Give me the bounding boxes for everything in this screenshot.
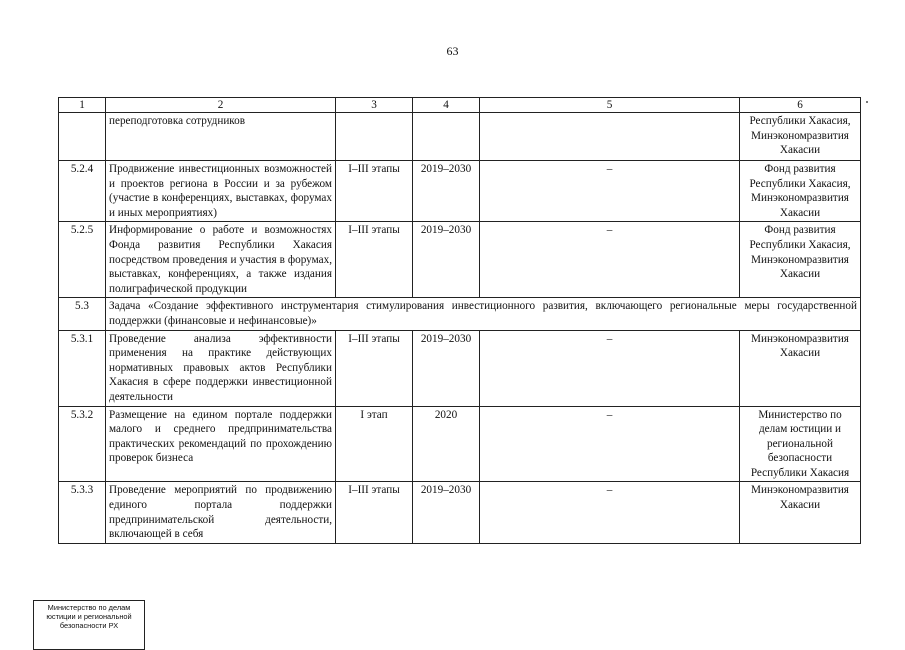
item-name: Продвижение инвестиционных возможностей и проектов региона в России и за рубежом (участие в конференциях, выставках, форумах и иных мероприятиях) [106,161,336,222]
column-header: 5 [480,98,740,113]
item-number [59,113,106,161]
table-row [59,161,861,222]
item-cost: – [480,161,740,222]
item-number: 5.3.1 [59,330,106,406]
item-stage: I этап [336,406,413,482]
item-stage: I–III этапы [336,222,413,298]
item-name: Проведение мероприятий по продвижению единого портала поддержки предпринимательской деятельности, включающей в себя [106,482,336,543]
item-period: 2019–2030 [413,330,480,406]
table-row [59,482,861,543]
task-number: 5.3 [59,298,106,330]
item-name: переподготовка сотрудников [106,113,336,161]
item-cost: – [480,222,740,298]
item-cost: – [480,330,740,406]
item-cost [480,113,740,161]
item-responsible: Фонд развития Республики Хакасия, Минэкономразвития Хакасии [740,222,861,298]
stamp-line: Министерство по делам [47,603,131,612]
stamp-line: юстиции и региональной [46,612,132,621]
item-cost: – [480,482,740,543]
table-row [59,222,861,298]
item-number: 5.3.3 [59,482,106,543]
item-cost: – [480,406,740,482]
page-number: 63 [446,44,459,58]
item-stage: I–III этапы [336,482,413,543]
item-name: Размещение на едином портале поддержки малого и среднего предпринимательства практических рекомендаций по прохождению проверок бизнеса [106,406,336,482]
item-period [413,113,480,161]
column-header: 4 [413,98,480,113]
task-text: Задача «Создание эффективного инструментария стимулирования инвестиционного развития, включающего региональные меры государственной поддержки (финансовые и нефинансовые)» [106,298,861,330]
item-number: 5.2.4 [59,161,106,222]
item-responsible: Республики Хакасия, Минэкономразвития Хакасии [740,113,861,161]
item-name: Информирование о работе и возможностях Фонда развития Республики Хакасия посредством проведения и участия в форумах, выставках, конференциях, а также издания полиграфической продукции [106,222,336,298]
item-stage: I–III этапы [336,330,413,406]
table-row [59,113,861,161]
column-header: 2 [106,98,336,113]
item-number: 5.3.2 [59,406,106,482]
item-number: 5.2.5 [59,222,106,298]
item-responsible: Министерство по делам юстиции и региональной безопасности Республики Хакасия [740,406,861,482]
item-period: 2019–2030 [413,222,480,298]
stamp-line: безопасности РХ [59,621,119,630]
task-row [59,298,861,330]
item-name: Проведение анализа эффективности применения на практике действующих нормативных правовых актов Республики Хакасия в сфере поддержки инвестиционной деятельности [106,330,336,406]
item-period: 2020 [413,406,480,482]
item-period: 2019–2030 [413,482,480,543]
item-responsible: Фонд развития Республики Хакасия, Минэкономразвития Хакасии [740,161,861,222]
table-row [59,406,861,482]
column-header: 3 [336,98,413,113]
table-row [59,330,861,406]
item-period: 2019–2030 [413,161,480,222]
item-stage [336,113,413,161]
item-stage: I–III этапы [336,161,413,222]
item-responsible: Минэкономразвития Хакасии [740,330,861,406]
document-table [58,97,861,544]
column-header: 6 [740,98,861,113]
registration-stamp [33,600,145,650]
scan-speck [866,101,868,103]
item-responsible: Минэкономразвития Хакасии [740,482,861,543]
column-header: 1 [59,98,106,113]
table-header-row [59,98,861,113]
